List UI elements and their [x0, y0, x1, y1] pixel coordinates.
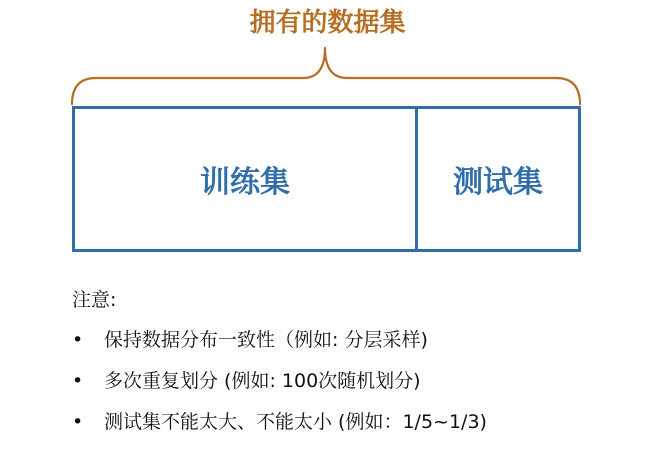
note-item [72, 327, 487, 368]
training-set-label: 训练集 [200, 165, 290, 200]
test-set-box [415, 106, 581, 252]
training-set-box [72, 106, 418, 252]
note-text: 多次重复划分 (例如: 100次随机划分) [104, 370, 421, 392]
note-item [72, 368, 487, 409]
bullet-icon: • [72, 329, 84, 351]
bullet-icon: • [72, 411, 84, 433]
notes-list [72, 327, 487, 450]
dataset-brace [0, 0, 655, 110]
note-text: 测试集不能太大、不能太小 (例如：1/5~1/3) [104, 411, 487, 433]
notes-title: 注意: [72, 289, 117, 311]
bullet-icon: • [72, 370, 84, 392]
dataset-title: 拥有的数据集 [249, 8, 406, 38]
note-text: 保持数据分布一致性（例如: 分层采样) [104, 329, 428, 351]
test-set-label: 测试集 [453, 165, 543, 200]
note-item [72, 409, 487, 450]
